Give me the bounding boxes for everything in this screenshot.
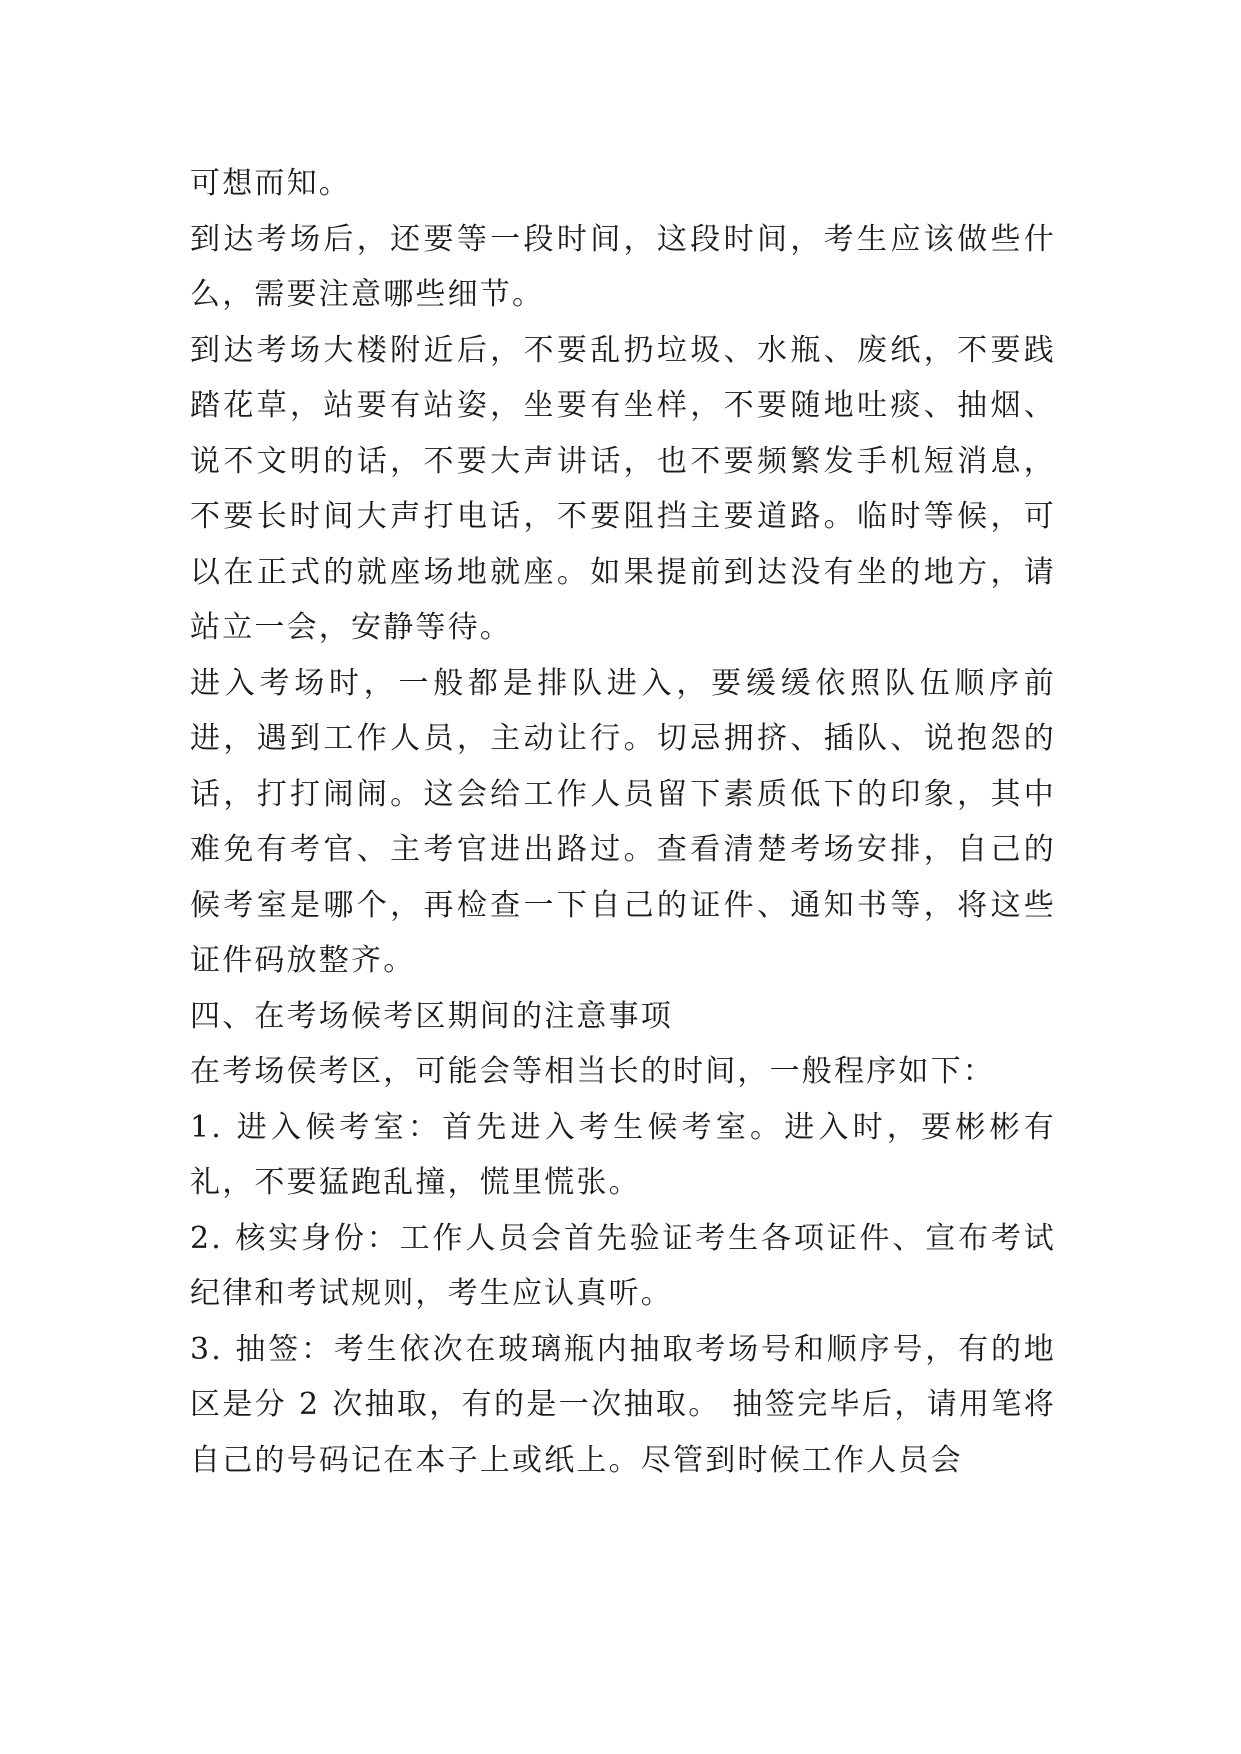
paragraph-intro-end: 可想而知。 [190,166,351,201]
paragraph-waiting-question: 到达考场后，还要等一段时间，这段时间，考生应该做些什么，需要注意哪些细节。 [190,221,1056,312]
document-body [190,156,1056,1488]
list-item-1: 1. 进入候考室：首先进入考生候考室。进入时，要彬彬有礼，不要猛跑乱撞，慌里慌张。 [190,1109,1056,1200]
paragraph-procedure-intro: 在考场侯考区，可能会等相当长的时间，一般程序如下： [190,1054,995,1089]
paragraph-entering-exam-site: 进入考场时，一般都是排队进入，要缓缓依照队伍顺序前进，遇到工作人员，主动让行。切忌拥挤、插队、说抱怨的话，打打闹闹。这会给工作人员留下素质低下的印象，其中难免有考官、主考官进出路过。查看清楚考场安排，自己的候考室是哪个，再检查一下自己的证件、通知书等，将这些证件码放整齐。 [190,665,1056,978]
section-heading-4: 四、在考场候考区期间的注意事项 [190,998,673,1034]
list-item-2: 2. 核实身份：工作人员会首先验证考生各项证件、宣布考试纪律和考试规则，考生应认真听。 [190,1220,1056,1311]
list-item-3: 3. 抽签：考生依次在玻璃瓶内抽取考场号和顺序号，有的地区是分 2 次抽取，有的是一次抽取。 抽签完毕后，请用笔将自己的号码记在本子上或纸上。尽管到时候工作人员会 [190,1331,1056,1478]
paragraph-arrival-etiquette: 到达考场大楼附近后，不要乱扔垃圾、水瓶、废纸，不要践踏花草，站要有站姿，坐要有坐样，不要随地吐痰、抽烟、说不文明的话，不要大声讲话，也不要频繁发手机短消息，不要长时间大声打电话，不要阻挡主要道路。临时等候，可以在正式的就座场地就座。如果提前到达没有坐的地方，请站立一会，安静等待。 [190,332,1056,645]
